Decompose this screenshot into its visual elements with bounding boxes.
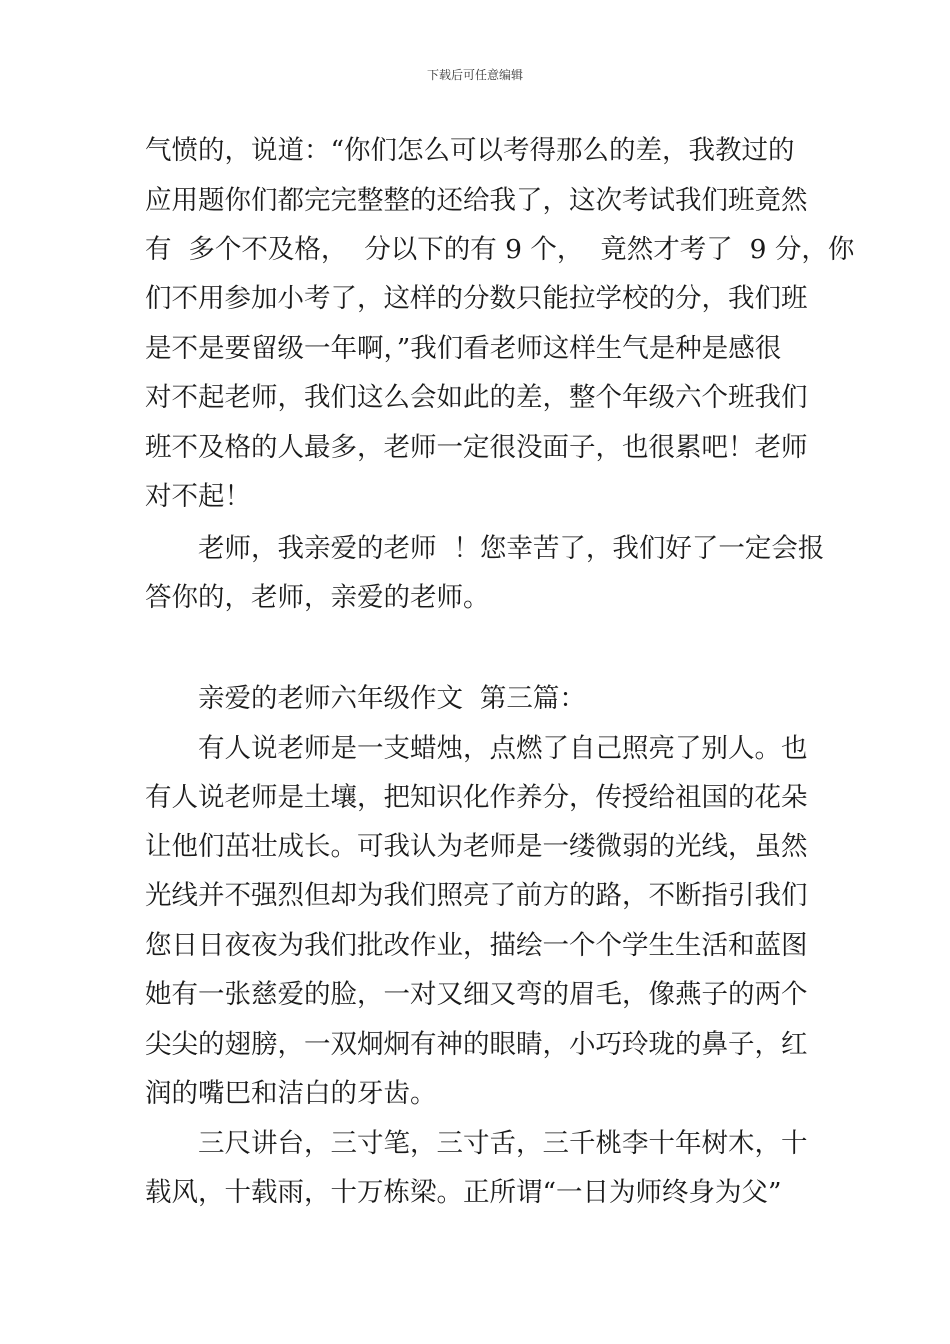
text-line: 三尺讲台，三寸笔，三寸舌，三千桃李十年树木，十 <box>198 1128 808 1159</box>
text-line: 对不起老师，我们这么会如此的差，整个年级六个班我们 <box>145 382 808 413</box>
text-line: 是不是要留级一年啊，”我们看老师这样生气是种是感很 <box>145 333 782 364</box>
text-line: 有人说老师是土壤，把知识化作养分，传授给祖国的花朵 <box>145 782 808 813</box>
page-header: 下载后可任意编辑 <box>426 68 523 82</box>
text-line: 有 多个不及格， 分以下的有 9 个， 竟然才考了 9 分，你 <box>145 234 855 265</box>
text-line: 让他们茁壮成长。可我认为老师是一缕微弱的光线，虽然 <box>145 831 808 862</box>
text-line: 应用题你们都完完整整的还给我了，这次考试我们班竟然 <box>145 185 808 216</box>
text-line: 们不用参加小考了，这样的分数只能拉学校的分，我们班 <box>145 283 808 314</box>
text-line: 光线并不强烈但却为我们照亮了前方的路，不断指引我们 <box>145 880 808 911</box>
text-line: 有人说老师是一支蜡烛，点燃了自己照亮了别人。也 <box>198 733 808 764</box>
section-heading: 亲爱的老师六年级作文 第三篇： <box>198 683 586 714</box>
text-line: 载风，十载雨，十万栋梁。正所谓“一日为师终身为父” <box>145 1177 782 1208</box>
text-line: 尖尖的翅膀，一双炯炯有神的眼睛，小巧玲珑的鼻子，红 <box>145 1029 808 1060</box>
text-line: 润的嘴巴和洁白的牙齿。 <box>145 1078 437 1109</box>
text-line: 她有一张慈爱的脸，一对又细又弯的眉毛，像燕子的两个 <box>145 979 808 1010</box>
text-line: 老师，我亲爱的老师 ！您幸苦了，我们好了一定会报 <box>198 533 825 564</box>
text-line: 对不起！ <box>145 481 251 512</box>
text-line: 气愤的，说道：“你们怎么可以考得那么的差，我教过的 <box>145 135 795 166</box>
text-line: 答你的，老师，亲爱的老师。 <box>145 582 490 613</box>
text-line: 您日日夜夜为我们批改作业，描绘一个个学生生活和蓝图 <box>145 930 808 961</box>
text-line: 班不及格的人最多，老师一定很没面子，也很累吧！老师 <box>145 432 808 463</box>
